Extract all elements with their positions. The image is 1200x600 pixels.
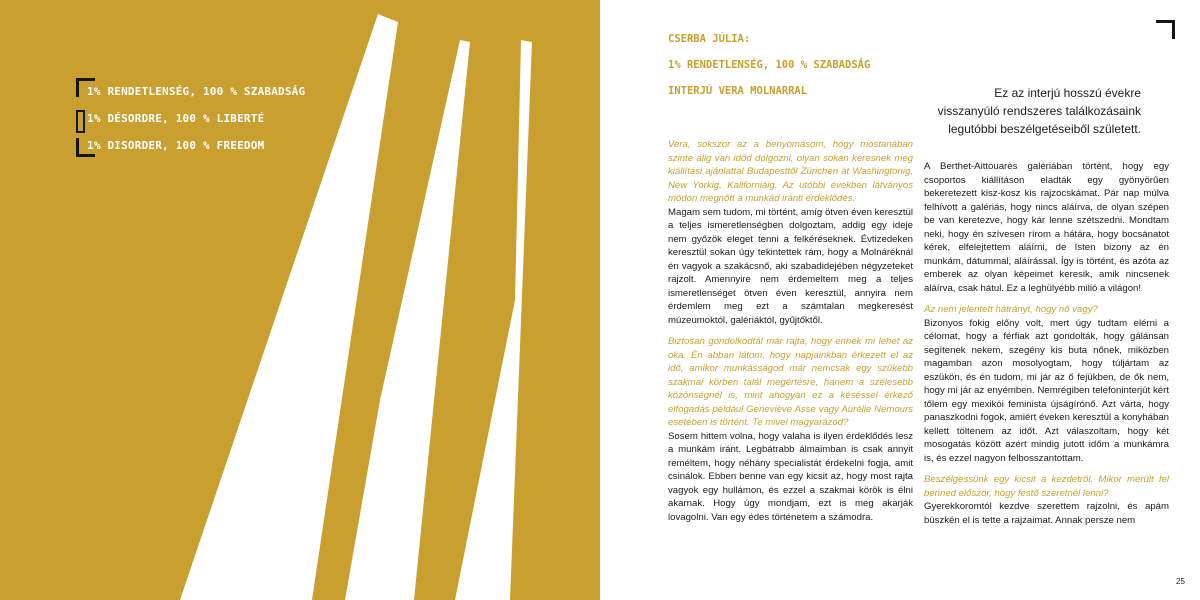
- page-number: 25: [1176, 577, 1185, 586]
- author-heading: CSERBA JÚLIA:: [668, 33, 751, 45]
- title-english: 1% DISORDER, 100 % FREEDOM: [87, 139, 265, 152]
- article-title: 1% RENDETLENSÉG, 100 % SZABADSÁG: [668, 59, 871, 71]
- answer-paragraph: Bizonyos fokig előny volt, mert úgy tudtam elérni a célomat, hogy a férfiak azt gondolták, hogy gálánsan segítenek nekem, szegény kis buta nőnek, miközben magamban azon mosolyogtam, hogy túljártam az eszükön, és én tudom, mi jár az ő fejükben, de ők nem, hogy mi jár az enyémben. Nemrégiben telefoninterjút kért tőlem egy mexikói feminista újságírónő. Azt várta, hogy panaszkodni fogok, amiért éveken keresztül a konyhában kellett töltenem az időt. Azt válaszoltam, hogy két mosogatás között azért mindig jutott időm a munkámra is, és ezzel nagyon felbosszantottam.: [924, 317, 1169, 464]
- title-french: 1% DÉSORDRE, 100 % LIBERTÉ: [87, 112, 265, 125]
- answer-paragraph: Gyerekkoromtól kezdve szerettem rajzolni, és apám büszkén el is tette a rajzaimat. Annak persze nem: [924, 501, 1169, 526]
- bracket-middle-icon: [76, 110, 85, 133]
- question-paragraph: Az nem jelentett hátrányt, hogy nő vagy?: [924, 304, 1098, 315]
- column-1: [668, 138, 913, 524]
- intro-paragraph: Ez az interjú hosszú évekre visszanyúló rendszeres találkozásaink legutóbbi beszélgetéseiből született.: [937, 86, 1141, 136]
- answer-paragraph: Magam sem tudom, mi történt, amíg ötven éven keresztül a teljes ismeretlenségben dolgoztam, addig egy ideje nem győzök eleget tenni a felkéréseknek. Évtizedeken keresztül sokan úgy tekintettek rám, hogy a Molnáréknál én vagyok a szakácsnő, aki szabadidejében négyzeteket rajzolt. Amennyire nem érdemeltem meg a teljes ismeretlenséget ötven éven keresztül, annyira nem érdemlem meg ezt a számtalan megkeresést múzeumoktól, galériáktól, gyűjtőktől.: [668, 206, 913, 326]
- question-paragraph: Beszélgessünk egy kicsit a kezdetről. Mikor merült fel benned először, hogy festő szeretnél lenni?: [924, 474, 1169, 499]
- corner-bracket-icon: [1156, 20, 1175, 39]
- column-2: [924, 160, 1169, 527]
- question-paragraph: Vera, sokszor az a benyomásom, hogy mostanában szinte alig van időd dolgozni, olyan sokan keresnek meg kiállítási ajánlattal Budapesttől Zürichen át Washingtonig, New Yorkig, Kaliforniáig. Az utóbbi években látványos módon megnőtt a munkád iránti érdeklődés.: [668, 139, 913, 204]
- white-stripe-right: [455, 40, 532, 600]
- answer-paragraph: Sosem hittem volna, hogy valaha is ilyen érdeklődés lesz a munkám iránt. Legbátrabb álmaimban is csak annyit reméltem, hogy néhány specialistát érdekelni fogja, amit csinálok. Ebben benne van egy kicsit az, hogy most rajta vagyok egy hullámon, és ezzel a szakmai körök is élni akarnak. Hogy úgy mondjam, ezt is meg akarják lovagolni. Van egy édes történetem a számodra.: [668, 430, 913, 523]
- answer-paragraph: A Berthet-Aittouarès galériában történt, hogy egy csoportos kiállításon eladták egy gyönyörűen bekeretezett kisz-kosz kis rajzocskámat. Pár nap múlva felhívott a galériás, hogy nincs aláírva, de olyan szépen be van keretezve, hogy kár lenne szétszedni. Mondtam neki, hogy én szívesen rírom a hátára, hogy bocsánatot kérek, elfelejtettem aláírni, de Isten bizony az én munkám, dátummal, aláírással. Így is történt, és azóta az emberek az olyan képeimet keresik, amik nincsenek aláírva, csak hátul. Ez a leghülyébb milió a világon!: [924, 161, 1169, 294]
- question-paragraph: Biztosan gondolkodtál már rajta, hogy ennek mi lehet az oka. Én abban látom, hogy napjainkban érkezett el az idő, amikor munkásságod már nemcsak egy szűkebb szakmai körben talál megértésre, hanem a szélesebb közönségnél is, mint ahogyan ez a késéssel érkező elfogadás például Geneviève Asse vagy Aurélie Nemours esetében is történt. Te mivel magyarázod?: [668, 336, 913, 428]
- title-hungarian: 1% RENDETLENSÉG, 100 % SZABADSÁG: [87, 85, 306, 98]
- article-subtitle: INTERJÚ VERA MOLNARRAL: [668, 85, 808, 97]
